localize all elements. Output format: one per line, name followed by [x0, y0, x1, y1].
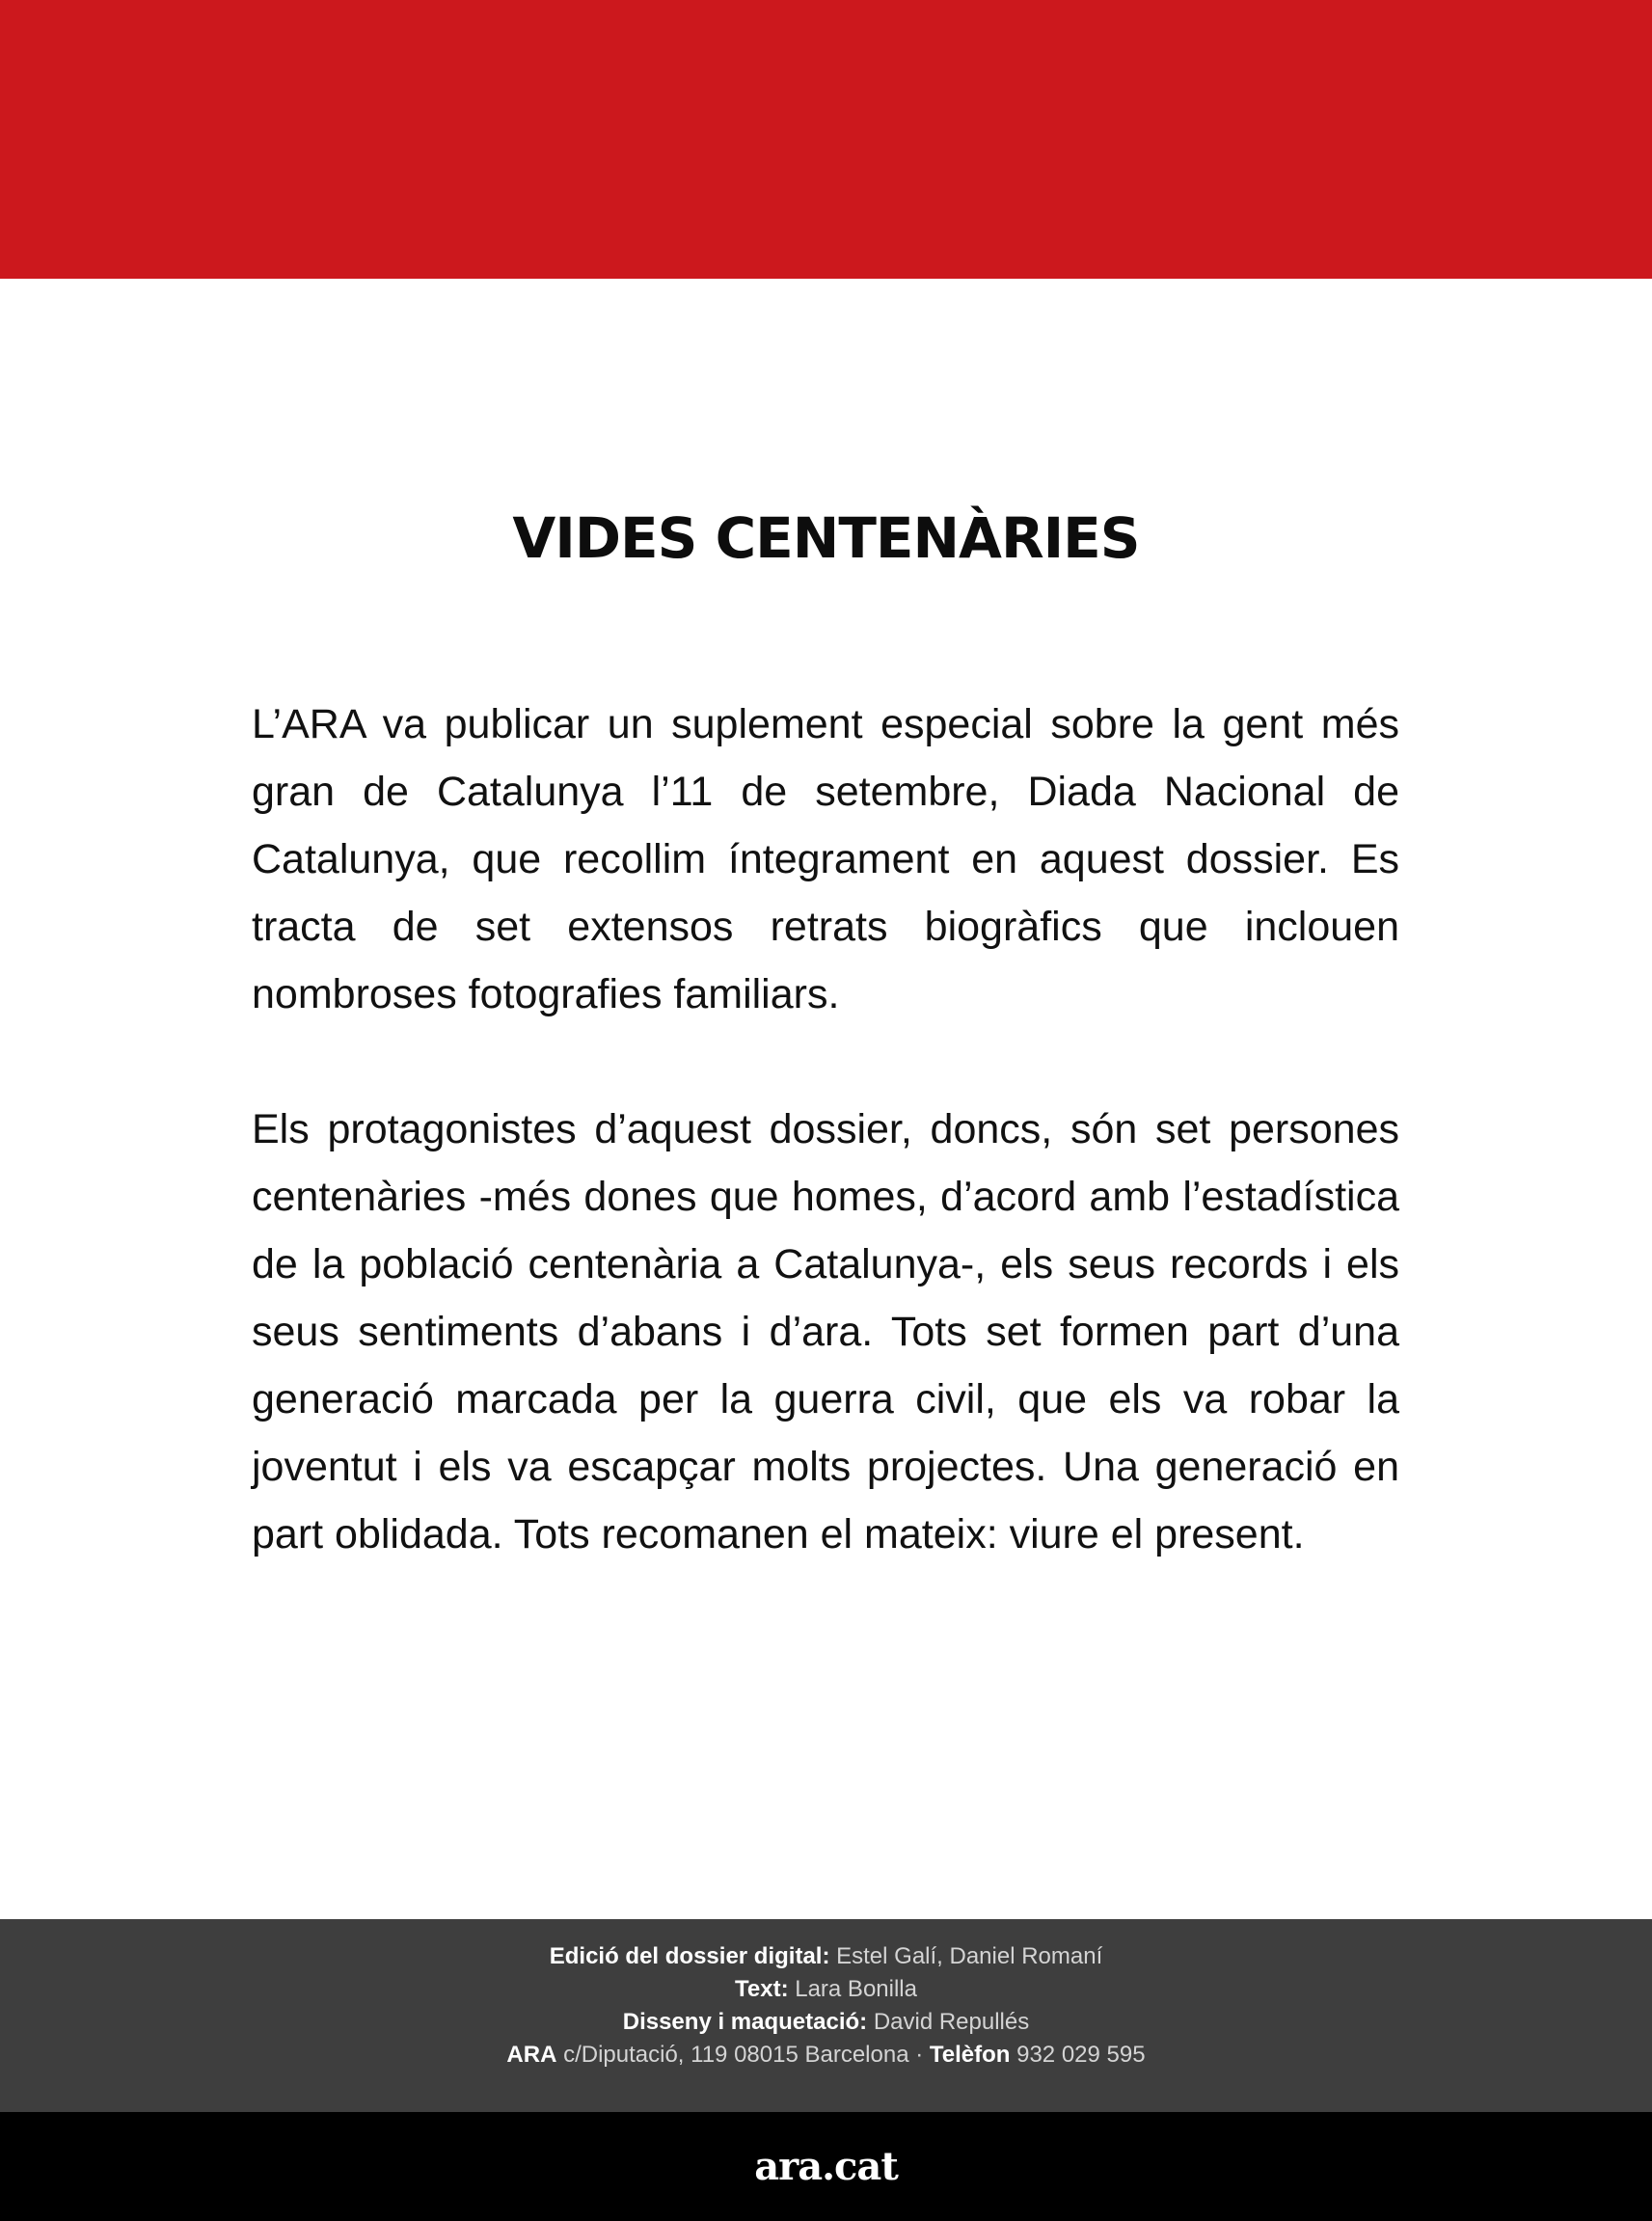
credit-text-label: Text: — [735, 1976, 789, 2002]
footer-bar — [0, 2112, 1652, 2221]
paragraph-2: Els protagonistes d’aquest dossier, doncs, són set persones centenàries -més dones que homes, d’acord amb l’estadística de la població centenària a Catalunya-, els seus records i els seus sentiments d’abans i d’ara. Tots set formen part d’una generació marcada per la guerra civil, que els va robar la joventut i els va escapçar molts projectes. Una generació en part oblidada. Tots recomanen el mateix: viure el present. — [252, 1106, 1399, 1557]
credit-text — [0, 1973, 1652, 2006]
credit-address-value: c/Diputació, 119 08015 Barcelona · — [556, 2042, 930, 2068]
credit-phone-value: 932 029 595 — [1010, 2042, 1146, 2068]
credit-design-value: David Repullés — [867, 2009, 1030, 2035]
intro-text — [252, 691, 1399, 1568]
top-red-band — [0, 0, 1652, 279]
paragraph-1: L’ARA va publicar un suplement especial sobre la gent més gran de Catalunya l’11 de setembre, Diada Nacional de Catalunya, que recollim íntegrament en aquest dossier. Es tracta de set extensos retrats biogràfics que inclouen nombroses fotografies familiars. — [252, 701, 1399, 1017]
credit-design-label: Disseny i maquetació: — [622, 2009, 868, 2035]
credit-edition-label: Edició del dossier digital: — [549, 1943, 830, 1969]
credit-design — [0, 2006, 1652, 2039]
site-logo[interactable]: ara.cat — [754, 2144, 898, 2189]
credits-box — [0, 1919, 1652, 2112]
credit-ara-label: ARA — [506, 2042, 557, 2068]
page-title: VIDES CENTENÀRIES — [512, 505, 1140, 571]
credit-edition — [0, 1940, 1652, 1973]
credit-text-value: Lara Bonilla — [788, 1976, 917, 2002]
credit-edition-value: Estel Galí, Daniel Romaní — [829, 1943, 1103, 1969]
credit-phone-label: Telèfon — [929, 2042, 1011, 2068]
credit-address — [0, 2039, 1652, 2072]
